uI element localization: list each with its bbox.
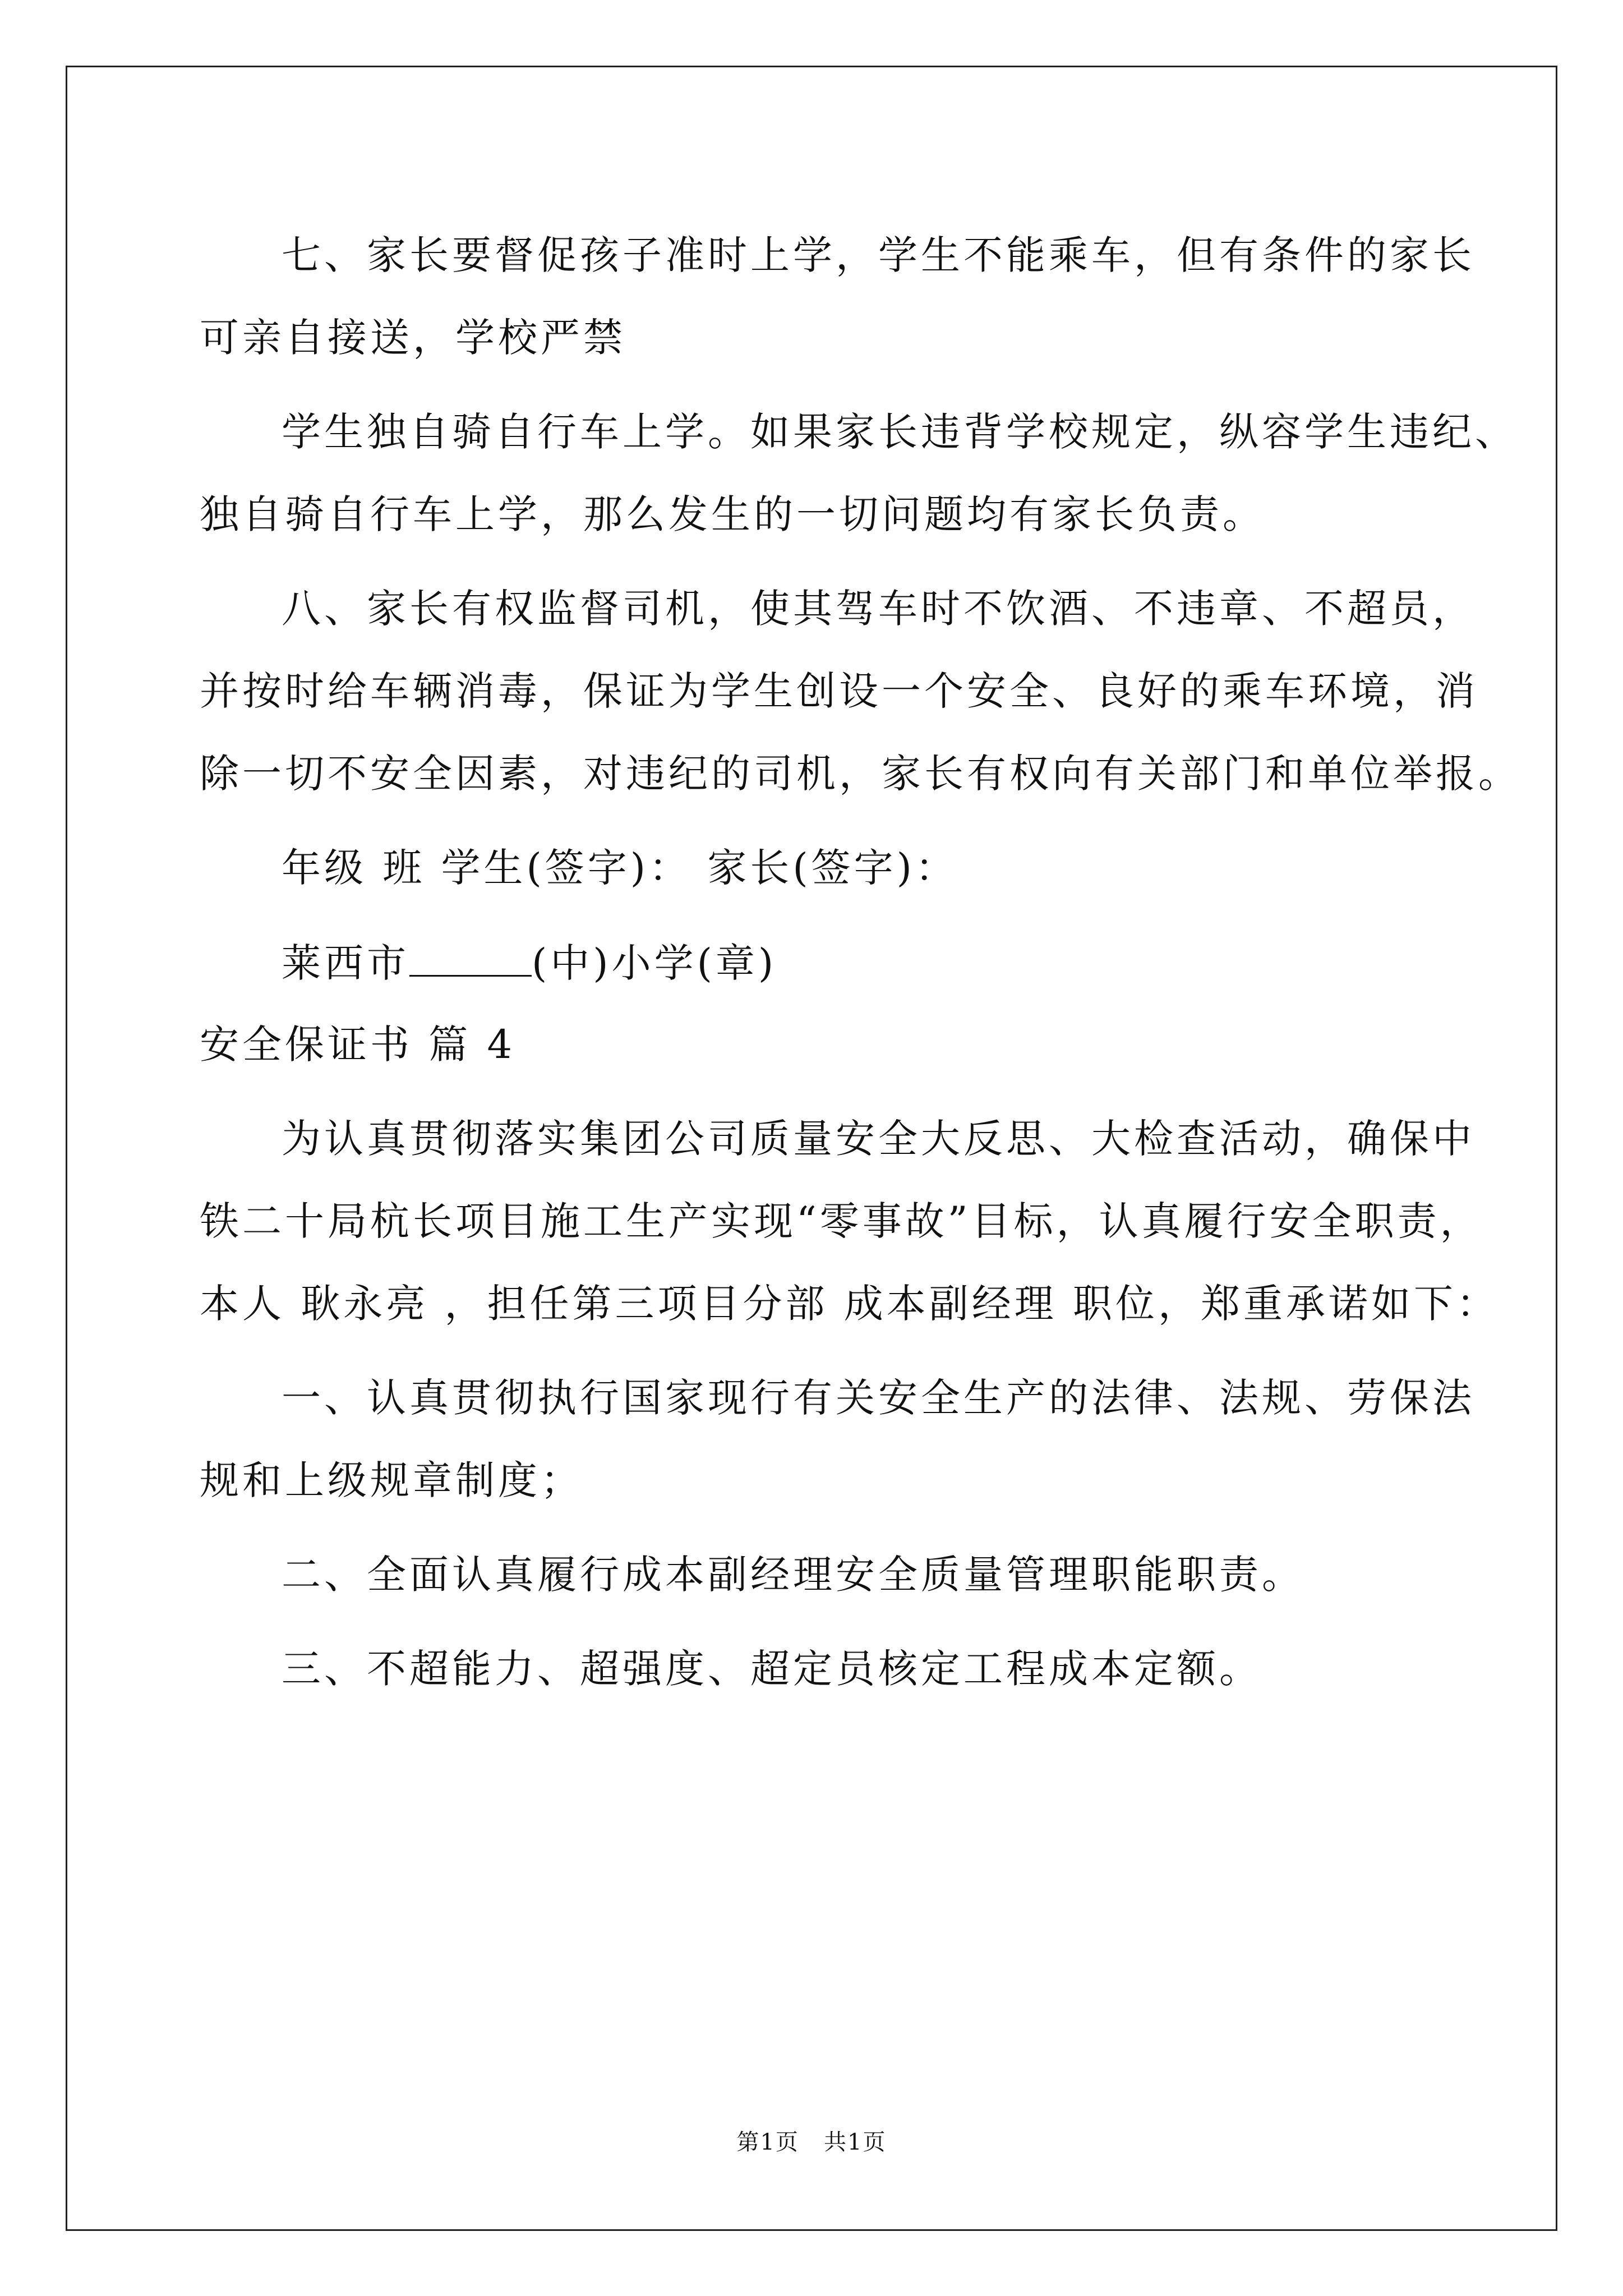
paragraph-line: 可亲自接送，学校严禁 bbox=[200, 315, 626, 361]
paragraph-line: 为认真贯彻落实集团公司质量安全大反思、大检查活动，确保中 bbox=[282, 1116, 1475, 1162]
paragraph-line: 除一切不安全因素，对违纪的司机，家长有权向有关部门和单位举报。 bbox=[200, 751, 1521, 797]
signature-line: 年级 班 学生(签字)： 家长(签字)： bbox=[282, 845, 958, 891]
paragraph-line: 二、全面认真履行成本副经理安全质量管理职能职责。 bbox=[282, 1552, 1304, 1598]
school-label: (中)小学(章) bbox=[532, 940, 777, 986]
page-footer: 第1页 共1页 bbox=[736, 2129, 887, 2155]
paragraph-line: 并按时给车辆消毒，保证为学生创设一个安全、良好的乘车环境，消 bbox=[200, 668, 1478, 714]
paragraph-line: 七、家长要督促孩子准时上学，学生不能乘车，但有条件的家长 bbox=[282, 232, 1475, 278]
paragraph-line: 本人 耿永亮 ，担任第三项目分部 成本副经理 职位，郑重承诺如下： bbox=[200, 1281, 1500, 1327]
school-stamp-line bbox=[282, 940, 777, 986]
paragraph-line: 学生独自骑自行车上学。如果家长违背学校规定，纵容学生违纪、 bbox=[282, 409, 1518, 455]
paragraph-line: 三、不超能力、超强度、超定员核定工程成本定额。 bbox=[282, 1646, 1262, 1692]
paragraph-line: 铁二十局杭长项目施工生产实现“零事故”目标，认真履行安全职责， bbox=[200, 1198, 1483, 1244]
section-heading: 安全保证书 篇 4 bbox=[200, 1022, 516, 1068]
paragraph-line: 八、家长有权监督司机，使其驾车时不饮酒、不违章、不超员， bbox=[282, 586, 1475, 632]
city-label: 莱西市 bbox=[282, 940, 409, 986]
paragraph-line: 一、认真贯彻执行国家现行有关安全生产的法律、法规、劳保法 bbox=[282, 1375, 1475, 1421]
paragraph-line: 独自骑自行车上学，那么发生的一切问题均有家长负责。 bbox=[200, 491, 1265, 537]
blank-underline bbox=[409, 942, 532, 977]
paragraph-line: 规和上级规章制度； bbox=[200, 1457, 583, 1503]
